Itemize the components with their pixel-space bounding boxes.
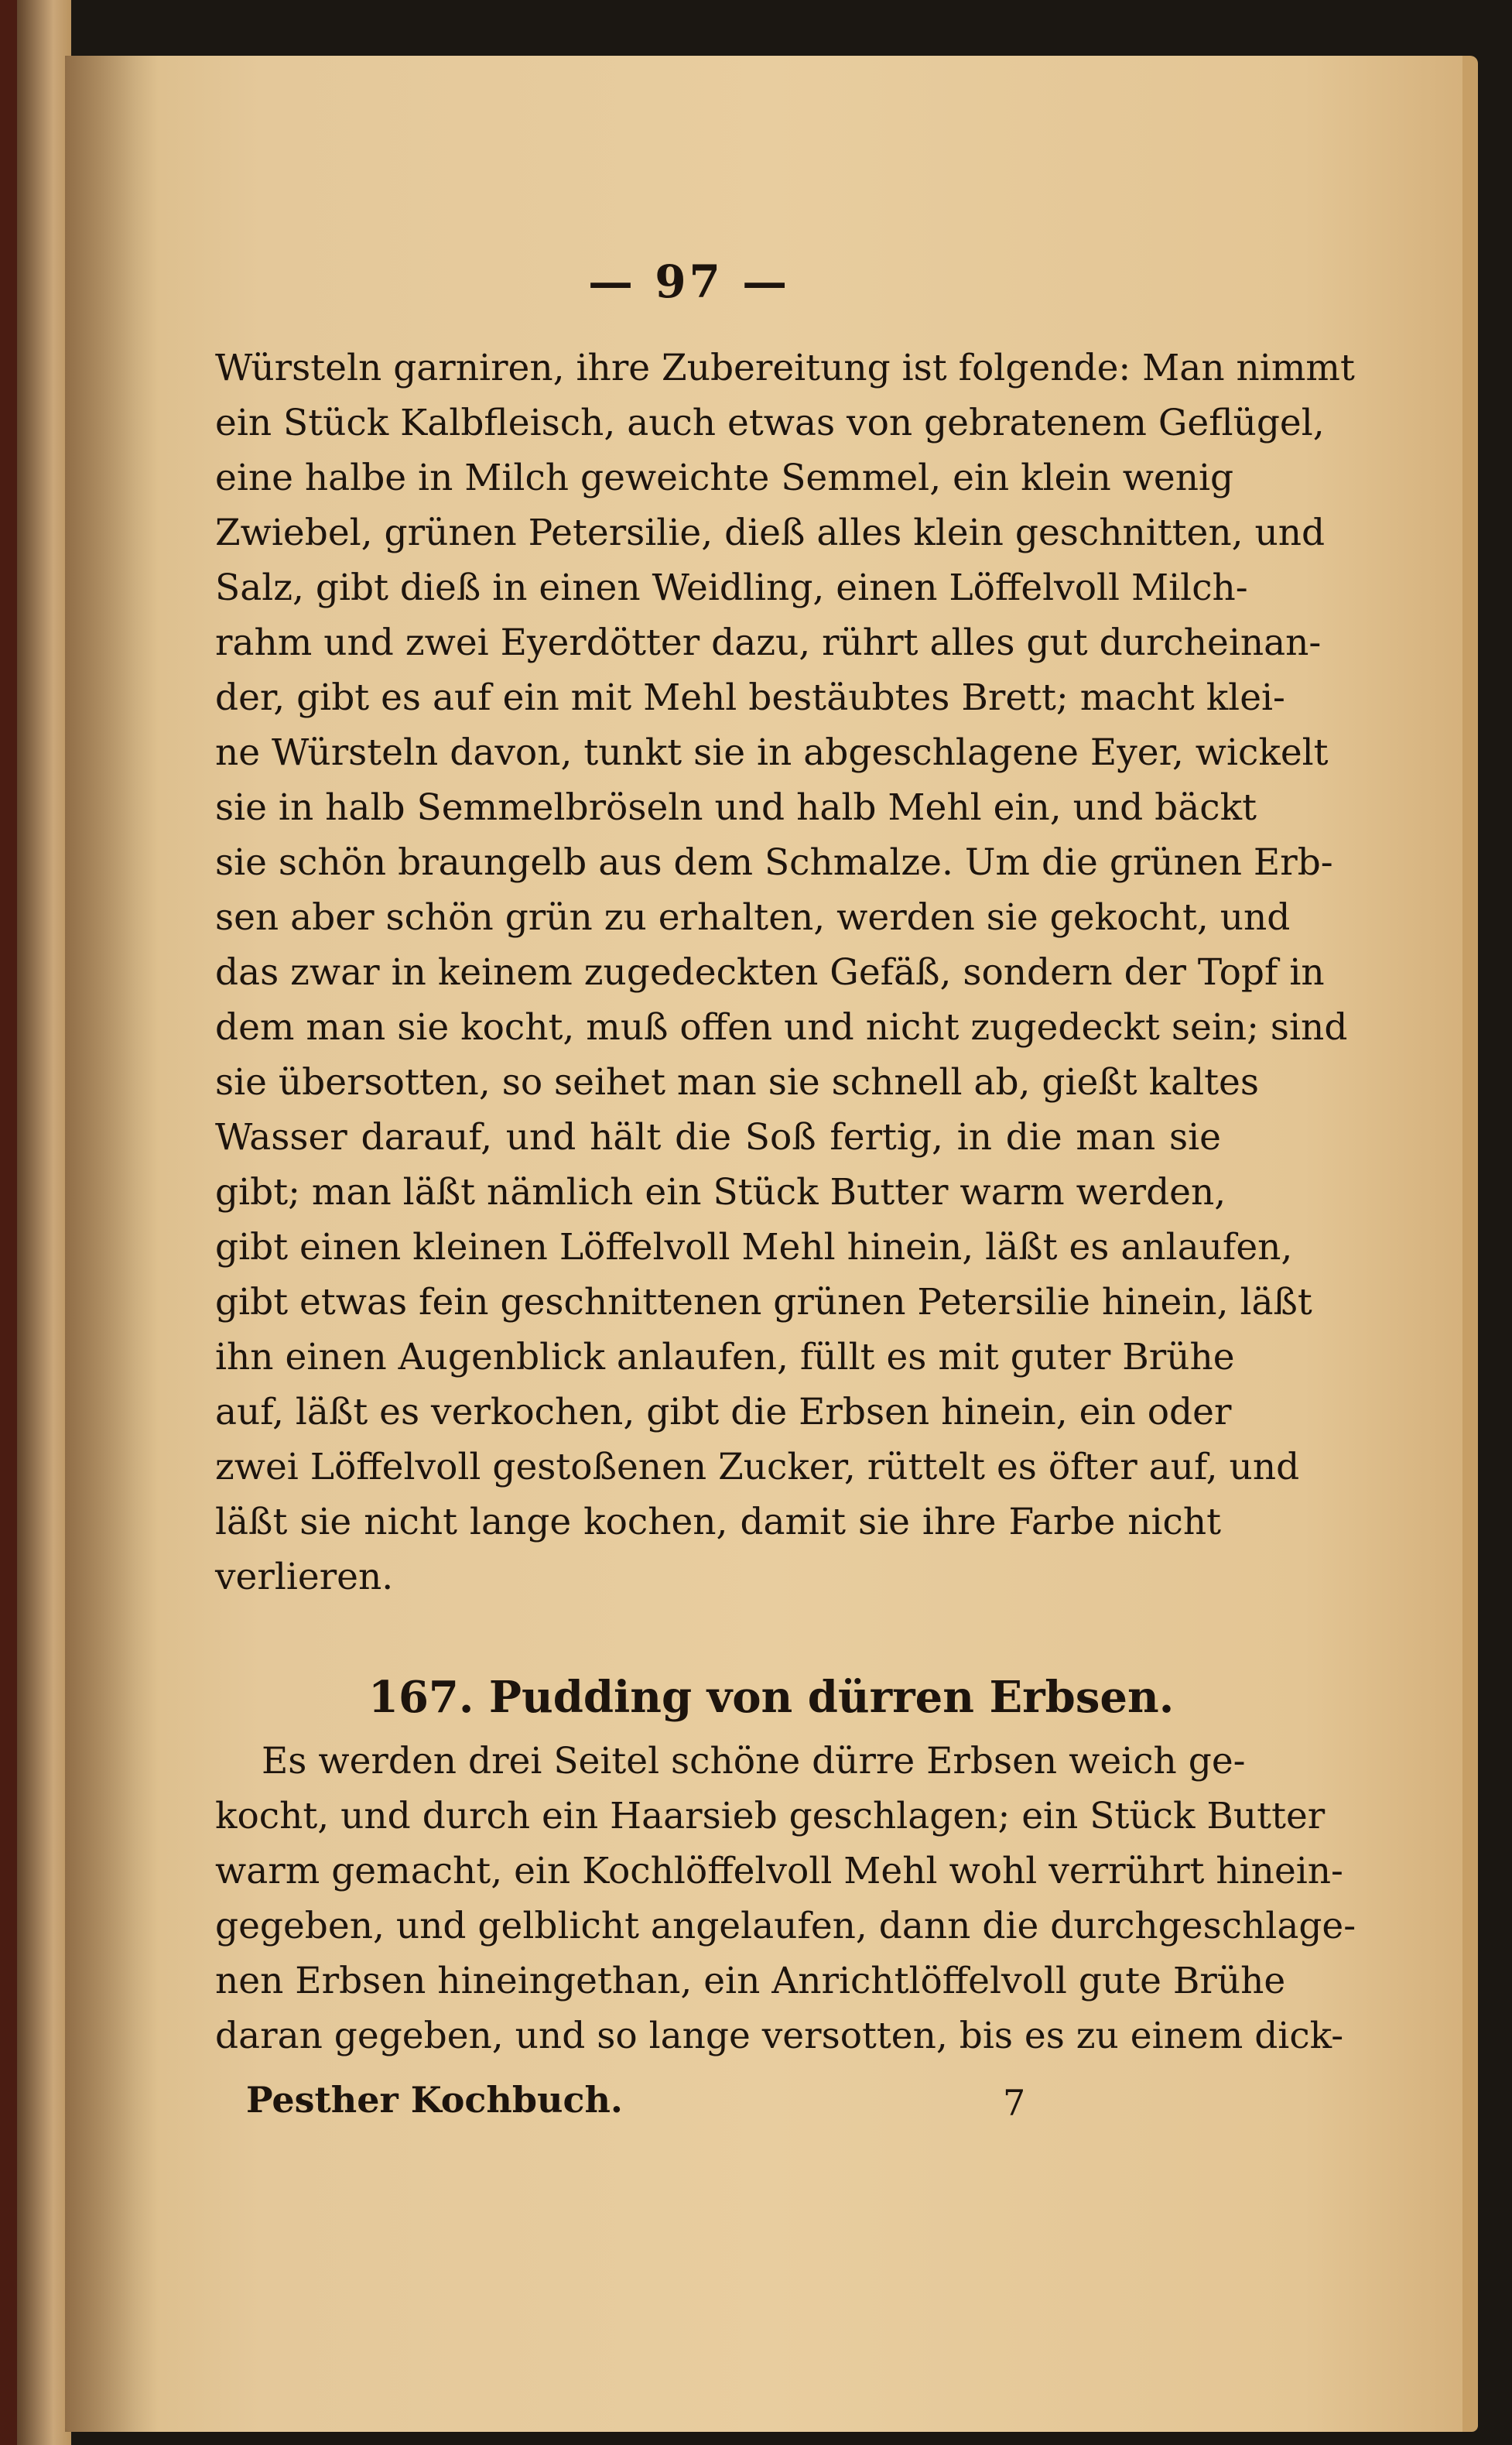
- text-line: zwei Löffelvoll gestoßenen Zucker, rüttelt es öfter auf, und: [215, 1446, 1300, 1488]
- text-line: gegeben, und gelblicht angelaufen, dann die durchgeschlage-: [215, 1905, 1356, 1947]
- page-edge: [1462, 56, 1478, 2432]
- text-line: ne Würsteln davon, tunkt sie in abgeschlagene Eyer, wickelt: [215, 731, 1329, 774]
- text-line: nen Erbsen hineingethan, ein Anrichtlöffelvoll gute Brühe: [215, 1960, 1286, 2002]
- text-line: daran gegeben, und so lange versotten, bis es zu einem dick-: [215, 2015, 1344, 2057]
- text-line: ihn einen Augenblick anlaufen, füllt es mit guter Brühe: [215, 1336, 1235, 1378]
- text-line: gibt einen kleinen Löffelvoll Mehl hinein, läßt es anlaufen,: [215, 1226, 1293, 1269]
- sheet-signature-number: 7: [1003, 2082, 1026, 2124]
- text-line: läßt sie nicht lange kochen, damit sie ihre Farbe nicht: [215, 1501, 1221, 1543]
- text-line: sie übersotten, so seihet man sie schnell ab, gießt kaltes: [215, 1061, 1259, 1104]
- text-line: Salz, gibt dieß in einen Weidling, einen Löffelvoll Milch-: [215, 567, 1248, 609]
- text-line: kocht, und durch ein Haarsieb geschlagen; ein Stück Butter: [215, 1795, 1326, 1837]
- text-line: Zwiebel, grünen Petersilie, dieß alles klein geschnitten, und: [215, 512, 1326, 554]
- book-cover-edge: [0, 0, 17, 2445]
- body-text: [215, 341, 1355, 1604]
- text-line: verlieren.: [215, 1556, 394, 1598]
- text-line: rahm und zwei Eyerdötter dazu, rührt alles gut durcheinan-: [215, 622, 1322, 664]
- text-line: Wasser darauf, und hält die Soß fertig, in die man sie: [215, 1116, 1221, 1159]
- text-line: sie schön braungelb aus dem Schmalze. Um die grünen Erb-: [215, 841, 1333, 884]
- text-line: auf, läßt es verkochen, gibt die Erbsen hinein, ein oder: [215, 1391, 1232, 1433]
- text-line: ein Stück Kalbfleisch, auch etwas von gebratenem Geflügel,: [215, 402, 1325, 444]
- footer-book-title: Pesther Kochbuch.: [246, 2079, 623, 2121]
- text-line: gibt; man läßt nämlich ein Stück Butter warm werden,: [215, 1171, 1226, 1214]
- text-line: das zwar in keinem zugedeckten Gefäß, sondern der Topf in: [215, 951, 1325, 994]
- page-number: — 97 —: [588, 255, 791, 308]
- recipe-text: [215, 1734, 1356, 2063]
- text-line: gibt etwas fein geschnittenen grünen Petersilie hinein, läßt: [215, 1281, 1312, 1324]
- text-line: eine halbe in Milch geweichte Semmel, ein klein wenig: [215, 457, 1234, 499]
- text-line: Würsteln garniren, ihre Zubereitung ist folgende: Man nimmt: [215, 347, 1355, 389]
- recipe-heading: 167. Pudding von dürren Erbsen.: [368, 1672, 1175, 1723]
- text-line: Es werden drei Seitel schöne dürre Erbsen weich ge-: [262, 1740, 1246, 1782]
- text-line: dem man sie kocht, muß offen und nicht zugedeckt sein; sind: [215, 1006, 1348, 1049]
- text-line: sen aber schön grün zu erhalten, werden sie gekocht, und: [215, 896, 1291, 939]
- text-line: sie in halb Semmelbröseln und halb Mehl ein, und bäckt: [215, 786, 1257, 829]
- text-line: der, gibt es auf ein mit Mehl bestäubtes Brett; macht klei-: [215, 676, 1285, 719]
- spine-shadow: [65, 56, 158, 2432]
- text-line: warm gemacht, ein Kochlöffelvoll Mehl wohl verrührt hinein-: [215, 1850, 1343, 1892]
